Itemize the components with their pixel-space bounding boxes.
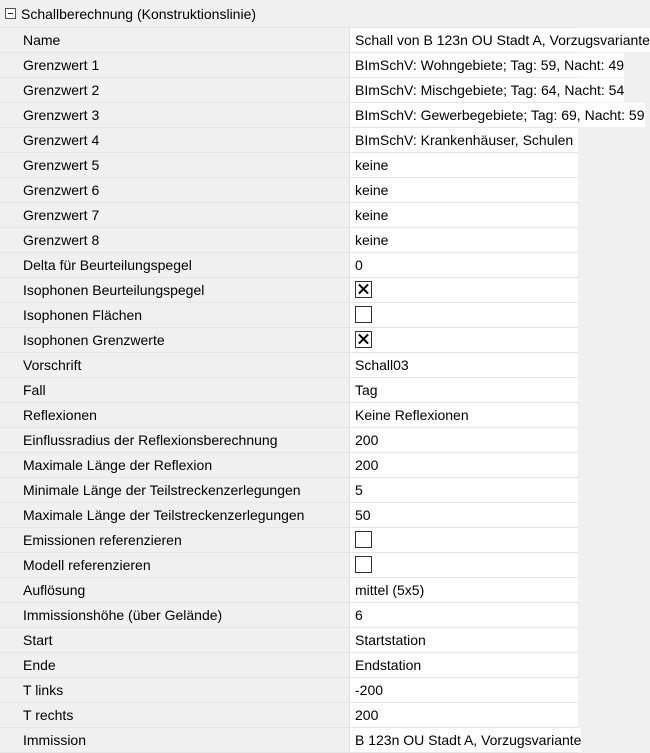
property-row-aufloesung[interactable]	[0, 578, 578, 603]
checkbox-checked[interactable]	[355, 281, 372, 298]
property-row-grenzwert-2[interactable]	[0, 78, 625, 103]
property-name: Auflösung	[19, 578, 349, 602]
property-name: Delta für Beurteilungspegel	[19, 253, 349, 277]
property-value[interactable]: Schall von B 123n OU Stadt A, Vorzugsvariante	[349, 28, 650, 52]
property-value[interactable]: keine	[349, 153, 578, 177]
property-value[interactable]	[349, 303, 578, 327]
property-row-reflexionen[interactable]	[0, 403, 578, 428]
row-gutter	[0, 553, 19, 577]
section-header[interactable]	[0, 0, 578, 28]
property-name: Ende	[19, 653, 349, 677]
row-gutter	[0, 503, 19, 527]
property-name: Vorschrift	[19, 353, 349, 377]
property-name: Modell referenzieren	[19, 553, 349, 577]
property-row-isophonen-beurteilungspegel[interactable]	[0, 278, 578, 303]
row-gutter	[0, 453, 19, 477]
property-name: Isophonen Beurteilungspegel	[19, 278, 349, 302]
property-row-grenzwert-3[interactable]	[0, 103, 645, 128]
property-row-ende[interactable]	[0, 653, 578, 678]
row-gutter	[0, 78, 19, 102]
property-row-isophonen-grenzwerte[interactable]	[0, 328, 578, 353]
property-value[interactable]: 200	[349, 428, 578, 452]
checkbox-unchecked[interactable]	[355, 556, 372, 573]
property-value[interactable]: mittel (5x5)	[349, 578, 578, 602]
row-gutter	[0, 578, 19, 602]
property-name: Grenzwert 1	[19, 53, 349, 77]
property-value[interactable]: -200	[349, 678, 578, 702]
row-gutter	[0, 153, 19, 177]
property-name: Grenzwert 3	[19, 103, 349, 127]
row-gutter	[0, 653, 19, 677]
property-row-minimale-laenge-der-teilstreckenzerlegungen[interactable]	[0, 478, 578, 503]
property-row-grenzwert-8[interactable]	[0, 228, 578, 253]
row-gutter	[0, 203, 19, 227]
collapse-minus-icon[interactable]	[5, 8, 16, 19]
property-value[interactable]	[349, 328, 578, 352]
checkbox-checked[interactable]	[355, 331, 372, 348]
property-name: Grenzwert 8	[19, 228, 349, 252]
property-name: Isophonen Grenzwerte	[19, 328, 349, 352]
row-gutter	[0, 628, 19, 652]
property-name: Fall	[19, 378, 349, 402]
property-name: T rechts	[19, 703, 349, 727]
property-row-start[interactable]	[0, 628, 578, 653]
property-name: Isophonen Flächen	[19, 303, 349, 327]
property-value[interactable]: B 123n OU Stadt A, Vorzugsvariante	[349, 728, 581, 752]
property-value[interactable]: keine	[349, 203, 578, 227]
row-gutter	[0, 528, 19, 552]
row-gutter	[0, 728, 19, 752]
property-value[interactable]: BImSchV: Wohngebiete; Tag: 59, Nacht: 49	[349, 53, 624, 77]
property-row-t-rechts[interactable]	[0, 703, 578, 728]
property-name: Immission	[19, 728, 349, 752]
row-gutter	[0, 228, 19, 252]
property-row-emissionen-referenzieren[interactable]	[0, 528, 578, 553]
property-name: Grenzwert 7	[19, 203, 349, 227]
property-name: Reflexionen	[19, 403, 349, 427]
property-row-grenzwert-4[interactable]	[0, 128, 578, 153]
property-value[interactable]: BImSchV: Gewerbegebiete; Tag: 69, Nacht: 59	[349, 103, 645, 127]
row-gutter	[0, 353, 19, 377]
property-name: Einflussradius der Reflexionsberechnung	[19, 428, 349, 452]
property-name: T links	[19, 678, 349, 702]
property-row-delta-fuer-beurteilungspegel[interactable]	[0, 253, 578, 278]
property-row-grenzwert-7[interactable]	[0, 203, 578, 228]
property-row-grenzwert-1[interactable]	[0, 53, 625, 78]
checkbox-unchecked[interactable]	[355, 531, 372, 548]
property-value[interactable]: 6	[349, 603, 578, 627]
property-row-modell-referenzieren[interactable]	[0, 553, 578, 578]
row-gutter	[0, 678, 19, 702]
property-value[interactable]: Startstation	[349, 628, 578, 652]
property-row-t-links[interactable]	[0, 678, 578, 703]
row-gutter	[0, 703, 19, 727]
property-value[interactable]: Tag	[349, 378, 578, 402]
checkbox-unchecked[interactable]	[355, 306, 372, 323]
property-name: Start	[19, 628, 349, 652]
row-gutter	[0, 303, 19, 327]
property-row-vorschrift[interactable]	[0, 353, 578, 378]
property-name: Grenzwert 6	[19, 178, 349, 202]
property-name: Maximale Länge der Teilstreckenzerlegungen	[19, 503, 349, 527]
property-rows	[0, 28, 650, 753]
property-row-maximale-laenge-der-reflexion[interactable]	[0, 453, 578, 478]
property-name: Minimale Länge der Teilstreckenzerlegungen	[19, 478, 349, 502]
property-row-name[interactable]	[0, 28, 650, 53]
row-gutter	[0, 328, 19, 352]
row-gutter	[0, 428, 19, 452]
row-gutter	[0, 278, 19, 302]
property-value[interactable]: BImSchV: Mischgebiete; Tag: 64, Nacht: 54	[349, 78, 624, 102]
property-value[interactable]: BImSchV: Krankenhäuser, Schulen	[349, 128, 578, 152]
row-gutter	[0, 103, 19, 127]
property-value[interactable]: keine	[349, 228, 578, 252]
property-row-grenzwert-5[interactable]	[0, 153, 578, 178]
section-title: Schallberechnung (Konstruktionslinie)	[21, 5, 257, 22]
property-value[interactable]	[349, 528, 578, 552]
property-row-immissionshoehe-ueber-gelaende[interactable]	[0, 603, 578, 628]
property-row-einflussradius-der-reflexionsberechnung[interactable]	[0, 428, 578, 453]
row-gutter	[0, 53, 19, 77]
property-row-maximale-laenge-der-teilstreckenzerlegungen[interactable]	[0, 503, 578, 528]
property-value[interactable]: Endstation	[349, 653, 578, 677]
property-name: Name	[19, 28, 349, 52]
row-gutter	[0, 403, 19, 427]
property-value[interactable]: 200	[349, 453, 578, 477]
row-gutter	[0, 178, 19, 202]
property-value[interactable]: Schall03	[349, 353, 578, 377]
property-row-grenzwert-6[interactable]	[0, 178, 578, 203]
property-name: Maximale Länge der Reflexion	[19, 453, 349, 477]
property-name: Emissionen referenzieren	[19, 528, 349, 552]
property-value[interactable]: Keine Reflexionen	[349, 403, 578, 427]
row-gutter	[0, 28, 19, 52]
row-gutter	[0, 603, 19, 627]
property-name: Grenzwert 5	[19, 153, 349, 177]
row-gutter	[0, 253, 19, 277]
property-name: Immissionshöhe (über Gelände)	[19, 603, 349, 627]
property-row-immission[interactable]	[0, 728, 582, 753]
property-value[interactable]: keine	[349, 178, 578, 202]
property-value[interactable]: 50	[349, 503, 578, 527]
property-value[interactable]: 0	[349, 253, 578, 277]
property-value[interactable]: 5	[349, 478, 578, 502]
property-value[interactable]	[349, 278, 578, 302]
property-name: Grenzwert 4	[19, 128, 349, 152]
property-row-fall[interactable]	[0, 378, 578, 403]
property-row-isophonen-flaechen[interactable]	[0, 303, 578, 328]
row-gutter	[0, 128, 19, 152]
property-value[interactable]	[349, 553, 578, 577]
property-value[interactable]: 200	[349, 703, 578, 727]
row-gutter	[0, 378, 19, 402]
row-gutter	[0, 478, 19, 502]
property-name: Grenzwert 2	[19, 78, 349, 102]
